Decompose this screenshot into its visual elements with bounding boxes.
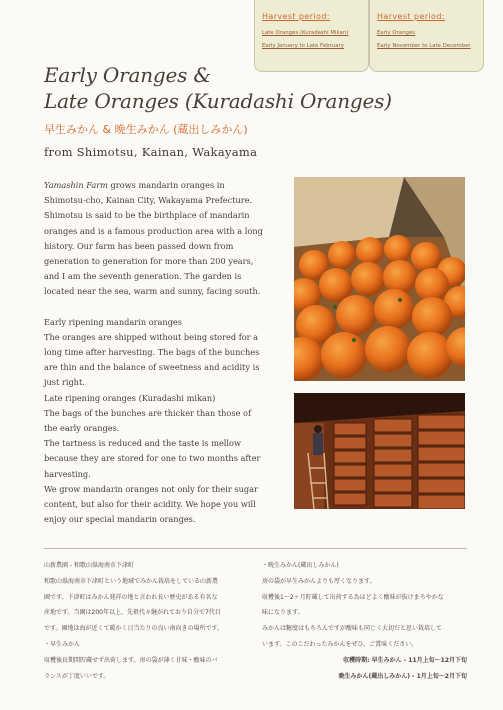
footer-line: ・早生みかん (44, 640, 81, 648)
location-subtitle: from Shimotsu, Kainan, Wakayama (44, 145, 258, 159)
early-text: The oranges are shipped without being stored for a long time after harvesting. The bags of the bunches are thin and the balance of sweetness and acidity is just right. (44, 331, 260, 388)
title-line-2: Late Oranges (Kuradashi Oranges) (44, 89, 392, 113)
harvest-tab-title: Harvest period: (377, 12, 445, 21)
oranges-in-box-photo (294, 177, 465, 381)
footer-line: 山新農園 - 和歌山県海南市下津町 (44, 562, 134, 569)
harvest-tab-period: Early January to Late February (262, 43, 344, 49)
harvest-tab-title: Harvest period: (262, 12, 330, 21)
late-text: The bags of the bunches are thicker than those of the early oranges. (44, 407, 251, 434)
title-line-1: Early Oranges & (44, 63, 211, 87)
english-description (44, 178, 266, 527)
closing-text: We grow mandarin oranges not only for their sugar content, but also for their acidity. We hope you will enjoy our special mandarin oranges. (44, 483, 258, 525)
footer-line: 収穫後長期間貯蔵せず出荷します。房の袋が薄く甘味・酸味のバ (44, 656, 218, 664)
footer-line: 園です。下津町はみかん発祥の地と言われ長い歴史がある有名な (44, 593, 218, 601)
japanese-title: 早生みかん & 晩生みかん (蔵出しみかん) (44, 123, 248, 136)
harvest-tab-variety: Early Oranges (377, 30, 416, 36)
late-text-2: The tartness is reduced and the taste is mellow because they are stored for one to two months after harvesting. (44, 438, 261, 479)
late-heading: Late ripening oranges (Kuradashi mikan) (44, 392, 216, 403)
harvest-time-late: 晩生みかん(蔵出しみかん) - 1月上旬〜2月下旬 (338, 672, 467, 680)
footer-line: ランスが丁度いいです。 (44, 672, 110, 680)
footer-line: 和歌山県海南市下津町という地域でみかん栽培をしている山新農 (44, 577, 219, 585)
footer-line: みかんは糖度はもちろんですが酸味も同じく大切だと思い栽培して (262, 625, 443, 633)
intro-paragraph (44, 178, 266, 300)
farm-name: Yamashin Farm (44, 180, 108, 190)
footer-line: 産地です。当園は200年以上、先祖代々継がれており自分で7代目 (44, 609, 221, 617)
harvest-time-early: 収穫時期: 早生みかん - 11月上旬〜12月下旬 (343, 656, 467, 664)
footer-divider (44, 548, 467, 549)
footer-line: います。このこだわったみかんをぜひ、ご賞味ください。 (262, 640, 418, 648)
japanese-description-right (262, 558, 467, 684)
early-heading: Early ripening mandarin oranges (44, 316, 182, 327)
harvest-tab-period: Early November to Late December (377, 43, 471, 49)
footer-line: 房の袋が早生みかんよりも厚くなります。 (262, 577, 376, 585)
footer-line: 味になります。 (262, 609, 304, 617)
footer-line: 収穫後1〜2ヶ月貯蔵して出荷する為ほどよく酸味が抜けまろやかな (262, 593, 444, 601)
japanese-description-left (44, 558, 252, 684)
footer-line: ・晩生みかん(蔵出しみかん) (262, 562, 339, 569)
page-title (44, 62, 392, 114)
storage-shed-photo (294, 393, 465, 509)
harvest-tab-variety: Late Oranges (Kuradashi Mikan) (262, 30, 349, 36)
intro-text: grows mandarin oranges in Shimotsu-cho, Kainan City, Wakayama Prefecture. Shimotsu is said to be the birthplace of mandarin oranges and is a famous production area with a long history. Our farm has been passed down from generation to generation for more than 200 years, and I am the seventh generation. The garden is located near the sea, warm and sunny, facing south. (44, 180, 263, 297)
footer-line: です。園地は海が近くて暖かく日当たりの良い南向きの場所です。 (44, 625, 224, 633)
